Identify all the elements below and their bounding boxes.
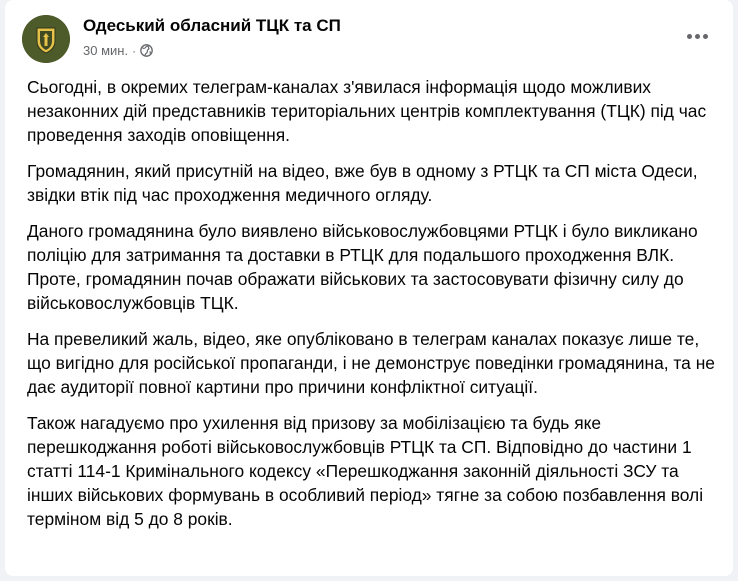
post-paragraph: Сьогодні, в окремих телеграм-каналах з'явилася інформація щодо можливих незаконних дій представників територіальних центрів комплектування (ТЦК) під час проведення заходів оповіщення. (27, 77, 707, 145)
globe-icon (140, 44, 153, 57)
post-paragraph: На превеликий жаль, відео, яке опубліковано в телеграм каналах показує лише те, що вигідно для російської пропаганди, і не демонструє поведінки громадянина, та не дає аудиторії повної картини про причини конфліктної ситуації. (27, 329, 715, 397)
post-paragraph: Також нагадуємо про ухилення від призову за мобілізацією та будь яке перешкоджання роботі військовослужбовців РТЦК та СП. Відповідно до частини 1 статті 114-1 Кримінального кодексу «Перешкоджання законній діяльності ЗСУ та інших військових формувань в особливий період» тягне за собою позбавлення волі терміном від 5 до 8 років. (27, 413, 704, 529)
post-header (22, 13, 716, 63)
post-paragraph: Громадянин, який присутній на відео, вже був в одному з РТЦК та СП міста Одеси, звідки втік під час проходження медичного огляду. (27, 161, 698, 205)
emblem-icon (22, 15, 70, 63)
more-options-icon[interactable] (680, 23, 714, 49)
avatar[interactable] (22, 15, 70, 63)
post-meta (83, 43, 153, 58)
post-time[interactable]: 30 мин. (83, 43, 129, 58)
meta-separator: · (132, 43, 137, 58)
author-name[interactable]: Одеський обласний ТЦК та СП (83, 16, 341, 35)
post-body (27, 75, 727, 543)
post-paragraph: Даного громадянина було виявлено військовослужбовцями РТЦК і було викликано поліцію для затримання та доставки в РТЦК для подальшого проходження ВЛК. Проте, громадянин почав ображати військових та застосовувати фізичну силу до військовослужбовців ТЦК. (27, 221, 698, 313)
post-card (5, 0, 733, 576)
